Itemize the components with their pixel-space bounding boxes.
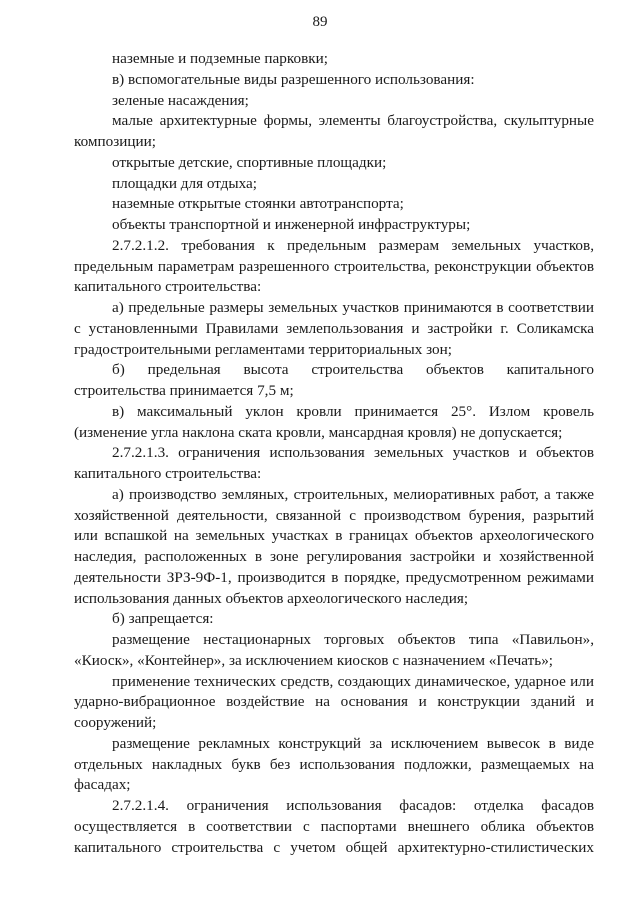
paragraph-8: объекты транспортной и инженерной инфраструктуры;	[112, 216, 471, 233]
paragraph-4: малые архитектурные формы, элементы благоустройства, скульптурные композиции;	[74, 112, 594, 150]
paragraph-15: б) запрещается:	[112, 610, 214, 628]
paragraph-14: а) производство земляных, строительных, мелиоративных работ, а также хозяйственной деятельности, связанной с производством бурения, разрытий или вспашкой на земельных участках в границах объектов археологического наследия, расположенных в зоне регулирования застройки и хозяйственной деятельности ЗРЗ-9Ф-1, производится в порядке, предусмотренном режимами использования данных объектов археологического наследия;	[74, 485, 594, 607]
paragraph-2: в) вспомогательные виды разрешенного использования:	[112, 70, 475, 88]
paragraph-16: размещение нестационарных торговых объектов типа «Павильон», «Киоск», «Контейнер», за исключением киосков с назначением «Печать»;	[74, 631, 594, 669]
paragraph-19: 2.7.2.1.4. ограничения использования фасадов: отделка фасадов осуществляется в соответствии с паспортами внешнего облика объектов капитального строительства с учетом общей архитектурно-стилистических	[74, 797, 594, 856]
paragraph-11: б) предельная высота строительства объектов капитального строительства принимается 7,5 м;	[74, 361, 594, 399]
paragraph-6: площадки для отдыха;	[112, 174, 257, 192]
document-body	[74, 49, 594, 858]
paragraph-17: применение технических средств, создающих динамическое, ударное или ударно-вибрационное воздействие на основания и конструкции зданий и сооружений;	[74, 672, 594, 731]
paragraph-10: а) предельные размеры земельных участков принимаются в соответствии с установленными Правилами землепользования и застройки г. Соликамска градостроительными регламентами территориальных зон;	[74, 299, 594, 358]
paragraph-1: наземные и подземные парковки;	[112, 50, 328, 67]
paragraph-18: размещение рекламных конструкций за исключением вывесок в виде отдельных накладных букв без использования подложки, размещаемых на фасадах;	[74, 734, 594, 794]
page-number: 89	[312, 14, 328, 30]
paragraph-5: открытые детские, спортивные площадки;	[112, 153, 387, 171]
paragraph-12: в) максимальный уклон кровли принимается 25°. Излом кровель (изменение угла наклона ската кровли, мансардная кровля) не допускается;	[74, 402, 594, 441]
paragraph-7: наземные открытые стоянки автотранспорта;	[112, 195, 404, 213]
paragraph-13: 2.7.2.1.3. ограничения использования земельных участков и объектов капитального строительства:	[74, 444, 594, 482]
paragraph-3: зеленые насаждения;	[112, 91, 249, 109]
paragraph-9: 2.7.2.1.2. требования к предельным размерам земельных участков, предельным параметрам разрешенного строительства, реконструкции объектов капитального строительства:	[74, 236, 594, 296]
